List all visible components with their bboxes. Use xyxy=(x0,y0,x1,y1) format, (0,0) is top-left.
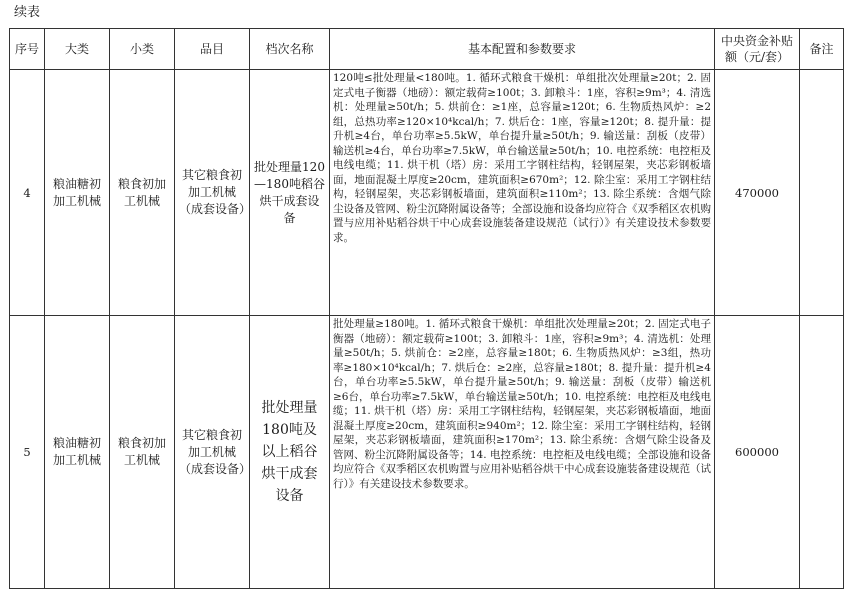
table-row xyxy=(10,316,844,589)
header-remarks: 备注 xyxy=(800,29,844,70)
row-item: 其它粮食初加工机械（成套设备） xyxy=(175,70,250,316)
header-index: 序号 xyxy=(10,29,45,70)
header-grade-name: 档次名称 xyxy=(250,29,330,70)
row-remarks xyxy=(800,70,844,316)
row-subsidy: 600000 xyxy=(715,316,800,589)
table-row xyxy=(10,70,844,316)
row-subsidy: 470000 xyxy=(715,70,800,316)
row-major-class: 粮油糖初加工机械 xyxy=(45,70,110,316)
row-config: 批处理量≥180吨。1. 循环式粮食干燥机：单组批次处理量≥20t；2. 固定式电子衡器（地磅）：额定载荷≥100t；3. 卸粮斗：1座，容积≥9m³；4. 清选机：处理量≥50t/h；5. 烘前仓：≥2座，总容量≥180t；6. 生物质热风炉：≥3组，热功率≥180×10⁴kcal/h；7. 烘后仓：≥2座，总容量≥180t；8. 提升量：提升机≥4台，单台功率≥5.5kW，单台提升量≥50t/h；9. 输送量：刮板（皮带）输送机≥6台，单台功率≥7.5kW，单台输送量≥50t/h；10. 电控系统：电控柜及电线电缆；11. 烘干机（塔）房：采用工字钢柱结构，轻钢屋架，夹芯彩钢板墙面，地面混凝土厚度≥20cm，建筑面积≥940m²；12. 除尘室：采用工字钢柱结构，轻钢屋架，夹芯彩钢板墙面，建筑面积≥170m²；13. 除尘系统：含烟气除尘设备及管网、粉尘沉降附属设备等；14. 电控系统：电控柜及电线电缆；全部设施和设备均应符合《双季稻区农机购置与应用补贴稻谷烘干中心成套设施装备建设规范（试行）》有关建设技术参数要求。 xyxy=(330,316,715,589)
row-major-class: 粮油糖初加工机械 xyxy=(45,316,110,589)
row-index: 4 xyxy=(10,70,45,316)
row-item: 其它粮食初加工机械（成套设备） xyxy=(175,316,250,589)
header-config: 基本配置和参数要求 xyxy=(330,29,715,70)
row-index: 5 xyxy=(10,316,45,589)
row-config: 120吨≤批处理量<180吨。1. 循环式粮食干燥机：单组批次处理量≥20t；2. 固定式电子衡器（地磅）：额定载荷≥100t；3. 卸粮斗：1座，容积≥9m³；4. 清选机：处理量≥50t/h；5. 烘前仓：≥1座，总容量≥120t；6. 生物质热风炉：≥2组，总热功率≥120×10⁴kcal/h；7. 烘后仓：1座，容量≥120t；8. 提升量：提升机≥4台，单台功率≥5.5kW，单台提升量≥50t/h；9. 输送量：刮板（皮带）输送机≥4台，单台功率≥7.5kW，单台输送量≥50t/h；10. 电控系统：电控柜及电线电缆；11. 烘干机（塔）房：采用工字钢柱结构，轻钢屋架，夹芯彩钢板墙面，地面混凝土厚度≥20cm，建筑面积≥670m²；12. 除尘室：采用工字钢柱结构，轻钢屋架，夹芯彩钢板墙面，建筑面积≥110m²；13. 除尘系统：含烟气除尘设备及管网、粉尘沉降附属设备等；全部设施和设备均应符合《双季稻区农机购置与应用补贴稻谷烘干中心成套设施装备建设规范（试行）》有关建设技术参数要求。 xyxy=(330,70,715,316)
header-minor-class: 小类 xyxy=(110,29,175,70)
row-remarks xyxy=(800,316,844,589)
row-minor-class: 粮食初加工机械 xyxy=(110,316,175,589)
subsidy-spec-table xyxy=(9,28,844,589)
header-major-class: 大类 xyxy=(45,29,110,70)
row-minor-class: 粮食初加工机械 xyxy=(110,70,175,316)
table-header-row xyxy=(10,29,844,70)
table-caption: 续表 xyxy=(14,5,41,20)
row-grade-name: 批处理量120—180吨稻谷烘干成套设备 xyxy=(250,70,330,316)
header-subsidy: 中央资金补贴额（元/套） xyxy=(715,29,800,70)
header-item: 品目 xyxy=(175,29,250,70)
row-grade-name: 批处理量180吨及以上稻谷烘干成套设备 xyxy=(250,316,330,589)
